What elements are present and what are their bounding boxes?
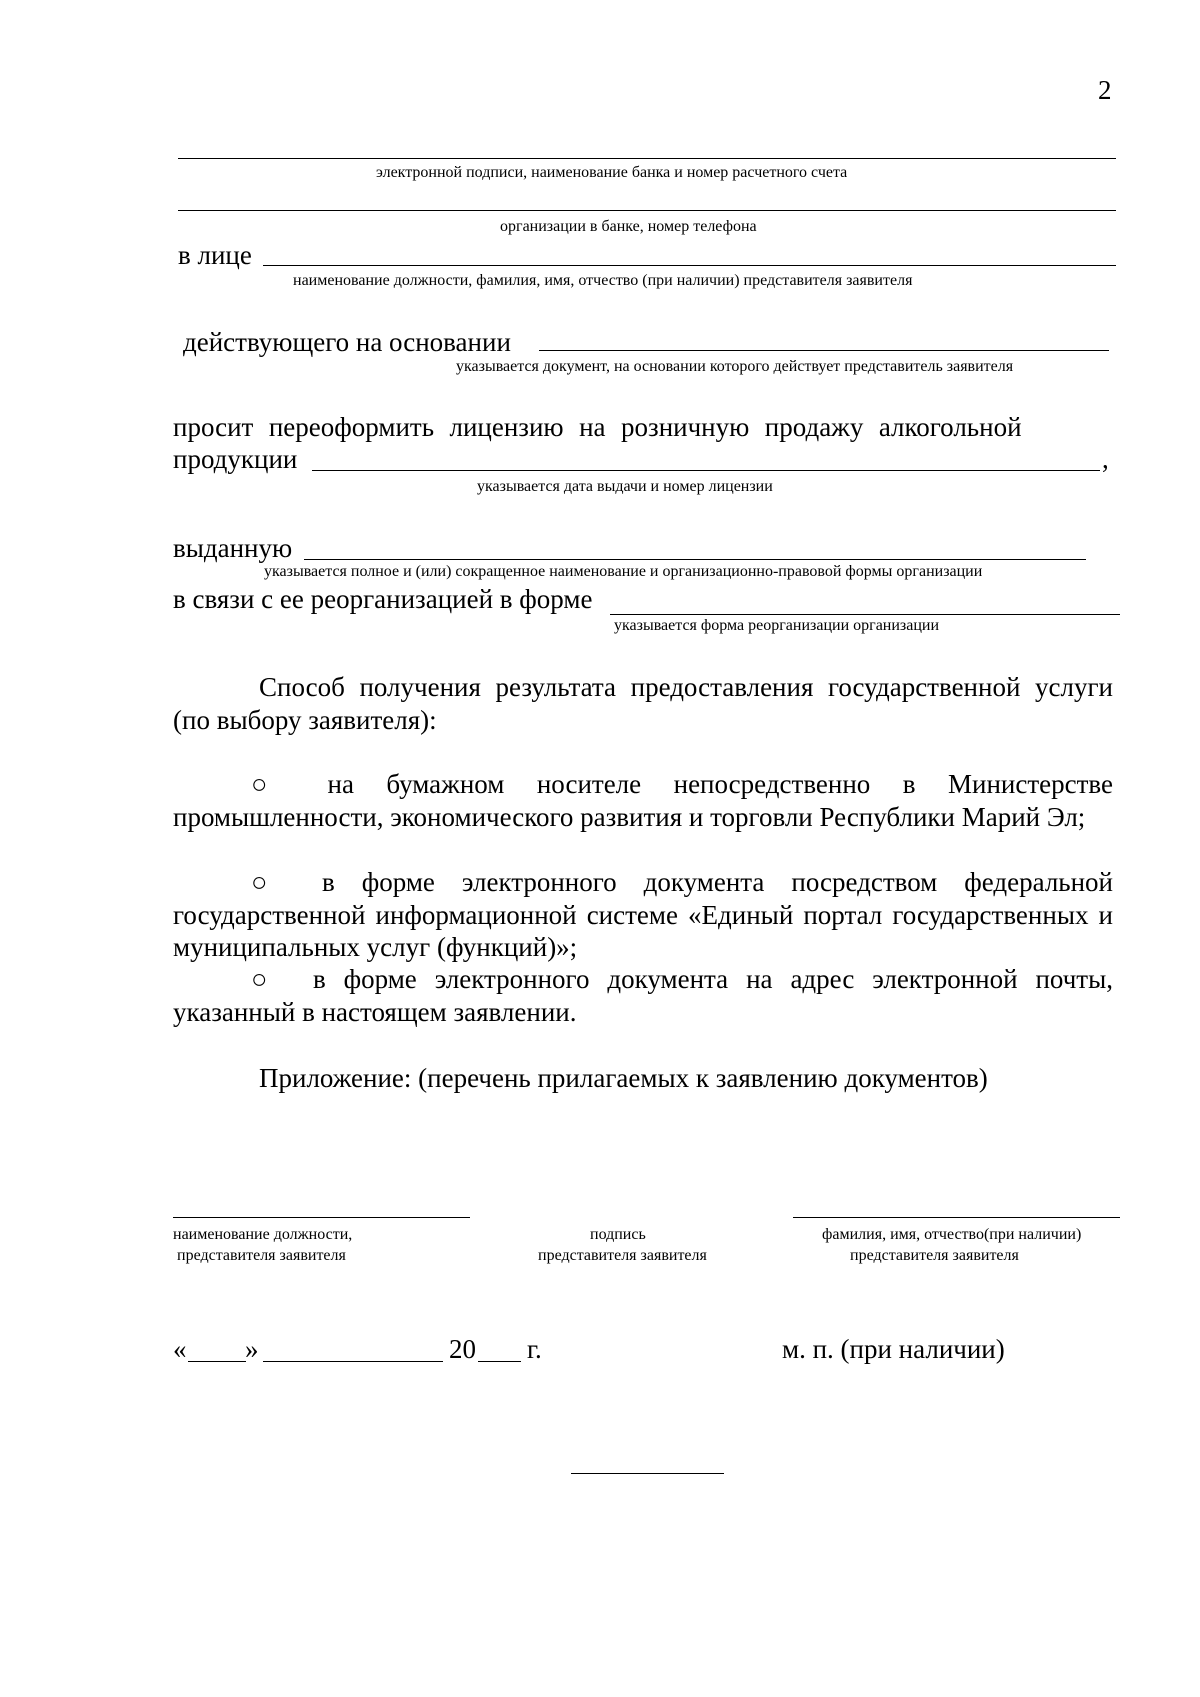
method-title-text: Способ получения результата предоставления государственной услуги (по выбору заявителя): [173,672,1113,735]
method-option-email [173,963,1113,1028]
radio-option-portal[interactable]: ○ [251,867,268,897]
signature-caption-l1: подпись [590,1226,646,1243]
bank-phone-caption: организации в банке, номер телефона [500,218,757,235]
bank-phone-line[interactable] [178,210,1116,211]
signature-bank-line[interactable] [178,158,1116,159]
basis-label: действующего на основании [183,327,511,357]
signature-caption-l2: представителя заявителя [538,1247,707,1264]
position-signature-line[interactable] [173,1217,470,1218]
reorganization-line[interactable] [610,614,1120,615]
date-year-prefix: 20 [449,1334,476,1364]
date-year-line[interactable] [478,1361,521,1362]
date-year-suffix: г. [527,1334,542,1364]
basis-caption: указывается документ, на основании которого действует представитель заявителя [456,358,1014,375]
request-line2-end: , [1102,444,1109,474]
method-option-paper-text: на бумажном носителе непосредственно в Министерстве промышленности, экономического развития и торговли Республики Марий Эл; [173,769,1114,832]
method-option-email-text: в форме электронного документа на адрес электронной почты, указанный в настоящем заявлении. [173,964,1113,1027]
date-month-line[interactable] [263,1361,443,1362]
basis-line[interactable] [539,350,1109,351]
representative-label: в лице [178,240,252,270]
issued-label: выданную [173,533,293,563]
method-title [173,671,1113,736]
date-close-quote: » [245,1334,259,1364]
radio-option-email[interactable]: ○ [251,964,268,994]
radio-option-paper[interactable]: ○ [251,769,268,799]
issued-caption: указывается полное и (или) сокращенное наименование и организационно-правовой формы организации [264,563,983,580]
issued-line[interactable] [304,559,1086,560]
representative-line[interactable] [263,265,1116,266]
name-caption-l1: фамилия, имя, отчество(при наличии) [822,1226,1082,1243]
name-signature-line[interactable] [793,1217,1120,1218]
date-day-line[interactable] [188,1361,246,1362]
method-option-portal-text: в форме электронного документа посредством федеральной государственной информационной системе «Единый портал государственных и муниципальных услуг (функций)»; [173,867,1114,962]
representative-caption: наименование должности, фамилия, имя, отчество (при наличии) представителя заявителя [293,272,913,289]
license-caption: указывается дата выдачи и номер лицензии [477,478,773,495]
position-caption-l1: наименование должности, [173,1226,353,1243]
closing-separator [571,1473,724,1474]
reorganization-label: в связи с ее реорганизацией в форме [173,584,593,614]
request-line2-label: продукции [173,444,298,474]
signature-bank-caption: электронной подписи, наименование банка и номер расчетного счета [376,164,848,181]
page-number: 2 [1098,75,1112,105]
reorganization-caption: указывается форма реорганизации организации [614,617,940,634]
date-open-quote: « [173,1334,187,1364]
name-caption-l2: представителя заявителя [850,1247,1019,1264]
attachment-text: Приложение: (перечень прилагаемых к заявлению документов) [259,1063,988,1093]
license-line[interactable] [312,470,1100,471]
request-line1: просит переоформить лицензию на розничную продажу алкогольной [173,412,1022,442]
method-option-paper [173,768,1113,833]
stamp-text: м. п. (при наличии) [782,1334,1005,1364]
position-caption-l2: представителя заявителя [177,1247,346,1264]
method-option-portal [173,866,1113,964]
